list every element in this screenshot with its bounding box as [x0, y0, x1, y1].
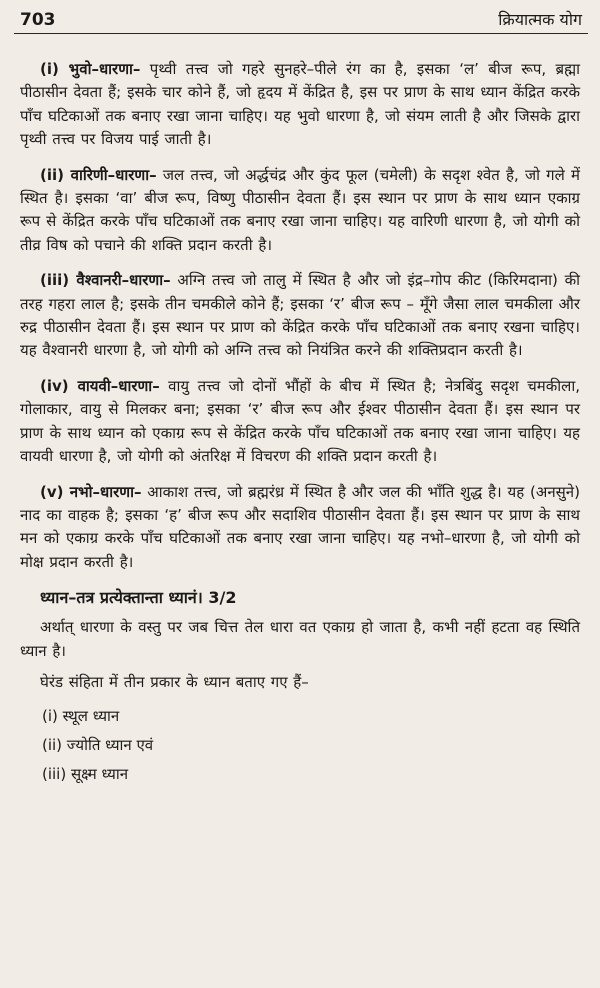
list-item: (ii) ज्योति ध्यान एवं: [42, 736, 154, 755]
sutra-explanation: अर्थात् धारणा के वस्तु पर जब चित्त तेल धारा वत एकाग्र हो जाता है, कभी नहीं हटता वह स्थिति ध्यान है।: [20, 618, 580, 660]
list-intro: घेरंड संहिता में तीन प्रकार के ध्यान बताए गए हैं–: [40, 672, 309, 691]
paragraph-text: आकाश तत्त्व, जो ब्रह्मरंध्र में स्थित है और जल की भाँति शुद्ध है। यह (अनसुने) नाद का वाहक है; इसका ‘ह’ बीज रूप और सदाशिव पीठासीन देवता हैं। इस स्थान पर प्राण के साथ मन को एकाग्र करके पाँच घटिकाओं तक बनाए रखा जाना चाहिए। यह नभो–धारणा है, जो योगी को मोक्ष प्रदान करती है।: [20, 482, 580, 571]
list-item: (iii) सूक्ष्म ध्यान: [42, 765, 129, 784]
paragraph-heading: (v) नभो–धारणा–: [40, 482, 142, 501]
list-item: (i) स्थूल ध्यान: [42, 707, 120, 726]
sutra-heading: ध्यान–तत्र प्रत्येक्तान्ता ध्यानं। 3/2: [40, 588, 237, 608]
paragraph-vayavi: [20, 375, 580, 469]
paragraph-text: अग्नि तत्त्व जो तालु में स्थित है और जो इंद्र–गोप कीट (किरिमदाना) की तरह गहरा लाल है; इसके तीन चमकीले कोने हैं; इसका ‘र’ बीज रूप – मूँगे जैसा लाल चमकीला और रुद्र पीठासीन देवता हैं। इस स्थान पर प्राण को केंद्रित करके पाँच घटिकाओं तक बनाए रखना चाहिए। यह वैश्वानरी धारणा है, जो योगी को अग्नि तत्त्व को नियंत्रित करने की शक्तिप्रदान करती है।: [20, 271, 580, 360]
paragraph-text: वायु तत्त्व जो दोनों भौंहों के बीच में स्थित है; नेत्रबिंदु सदृश चमकीला, गोलाकार, वायु से मिलकर बना; इसका ‘र’ बीज रूप और ईश्वर पीठासीन देवता हैं। इस स्थान पर प्राण के साथ ध्यान को एकाग्र रूप से केंद्रित करके पाँच घटिकाओं तक बनाए रखा जाना चाहिए। यह वायवी धारणा है, जो योगी को अंतरिक्ष में विचरण की शक्ति प्रदान करती है।: [20, 376, 580, 466]
paragraph-heading: (i) भुवो–धारणा–: [40, 60, 141, 78]
paragraph-text: जल तत्त्व, जो अर्द्धचंद्र और कुंद फूल (चमेली) के सदृश श्वेत है, जो गले में स्थित है। इसका ‘वा’ बीज रूप, विष्णु पीठासीन देवता हैं। इस स्थान पर प्राण के साथ ध्यान एकाग्र रूप से केंद्रित करके पाँच घटिकाओं तक बनाए रखा जाना चाहिए। यह वारिणी धारणा है, जो योगी को तीव्र विष को पचाने की शक्ति प्रदान करती है।: [20, 165, 580, 254]
paragraph-bhuvo: [20, 58, 580, 152]
page-header: [14, 0, 588, 34]
page-number: 703: [20, 10, 56, 30]
paragraph-text: पृथ्वी तत्त्व जो गहरे सुनहरे–पीले रंग का है, इसका ‘ल’ बीज रूप, ब्रह्मा पीठासीन देवता हैं; इसके चार कोने हैं, जो हृदय में केंद्रित है, इस पर प्राण के साथ ध्यान केंद्रित करके पाँच घटिकाओं तक बनाए रखा जाना चाहिए। यह भुवो धारणा है, जो संयम लाती है और जिसके द्वारा पृथ्वी तत्त्व पर विजय पाई जाती है।: [20, 60, 580, 149]
paragraph-heading: (iv) वायवी–धारणा–: [40, 376, 160, 395]
paragraph-vaishvanari: [20, 269, 580, 363]
page-content: [20, 58, 580, 789]
paragraph-varini: [20, 164, 580, 258]
dhyana-types-list: [20, 702, 580, 789]
running-head: क्रियात्मक योग: [498, 10, 582, 29]
paragraph-nabho: [20, 481, 580, 575]
paragraph-heading: (ii) वारिणी–धारणा–: [40, 165, 157, 184]
paragraph-heading: (iii) वैश्वानरी–धारणा–: [40, 271, 171, 290]
